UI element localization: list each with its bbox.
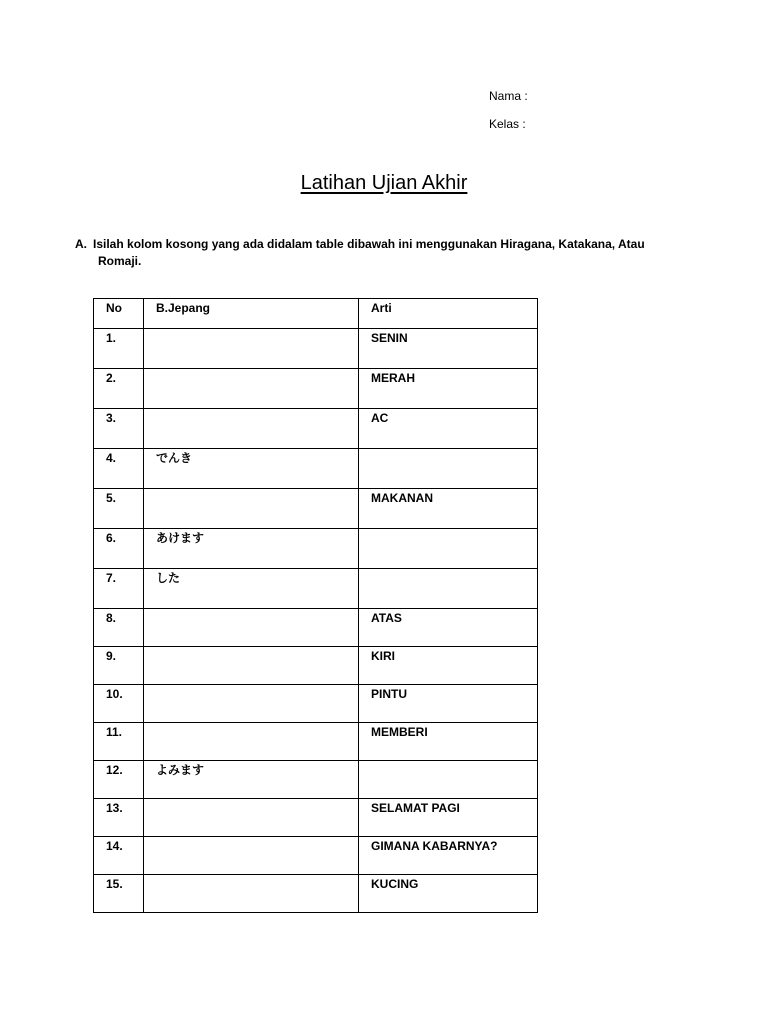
instruction-text [93, 236, 681, 270]
vocabulary-table [93, 298, 538, 913]
page-title: Latihan Ujian Akhir [300, 172, 468, 194]
table-body [94, 329, 538, 913]
kelas-label: Kelas : [489, 117, 526, 131]
jepang-answer-blank[interactable] [144, 329, 359, 369]
column-header-jepang: B.Jepang [144, 299, 359, 329]
jepang-cell: よみます [144, 761, 359, 799]
row-number: 3. [94, 409, 144, 449]
jepang-cell: した [144, 569, 359, 609]
table-row [94, 609, 538, 647]
arti-cell: ATAS [359, 609, 538, 647]
table-row [94, 799, 538, 837]
table-row [94, 529, 538, 569]
table-row [94, 761, 538, 799]
table-row [94, 329, 538, 369]
row-number: 2. [94, 369, 144, 409]
table-row [94, 409, 538, 449]
instruction-line-2: Romaji. [98, 254, 142, 268]
table-row [94, 685, 538, 723]
jepang-answer-blank[interactable] [144, 369, 359, 409]
row-number: 9. [94, 647, 144, 685]
row-number: 6. [94, 529, 144, 569]
arti-answer-blank[interactable] [359, 529, 538, 569]
arti-cell: MEMBERI [359, 723, 538, 761]
table-row [94, 489, 538, 529]
row-number: 12. [94, 761, 144, 799]
instruction-marker: A. [75, 237, 87, 251]
jepang-cell: でんき [144, 449, 359, 489]
table-row [94, 369, 538, 409]
arti-cell: GIMANA KABARNYA? [359, 837, 538, 875]
column-header-no: No [94, 299, 144, 329]
arti-cell: KUCING [359, 875, 538, 913]
arti-answer-blank[interactable] [359, 449, 538, 489]
arti-cell: MERAH [359, 369, 538, 409]
row-number: 10. [94, 685, 144, 723]
arti-answer-blank[interactable] [359, 569, 538, 609]
table-header-row [94, 299, 538, 329]
table-row [94, 449, 538, 489]
row-number: 8. [94, 609, 144, 647]
table-row [94, 723, 538, 761]
row-number: 15. [94, 875, 144, 913]
jepang-answer-blank[interactable] [144, 837, 359, 875]
arti-cell: SENIN [359, 329, 538, 369]
arti-cell: SELAMAT PAGI [359, 799, 538, 837]
jepang-cell: あけます [144, 529, 359, 569]
arti-cell: PINTU [359, 685, 538, 723]
jepang-answer-blank[interactable] [144, 799, 359, 837]
row-number: 11. [94, 723, 144, 761]
table-row [94, 647, 538, 685]
jepang-answer-blank[interactable] [144, 609, 359, 647]
row-number: 7. [94, 569, 144, 609]
row-number: 13. [94, 799, 144, 837]
row-number: 14. [94, 837, 144, 875]
arti-cell: KIRI [359, 647, 538, 685]
arti-cell: MAKANAN [359, 489, 538, 529]
table-row [94, 875, 538, 913]
jepang-answer-blank[interactable] [144, 409, 359, 449]
jepang-answer-blank[interactable] [144, 875, 359, 913]
jepang-answer-blank[interactable] [144, 723, 359, 761]
instruction-line-1: Isilah kolom kosong yang ada didalam table dibawah ini menggunakan Hiragana, Katakana, Atau [93, 237, 645, 251]
jepang-answer-blank[interactable] [144, 489, 359, 529]
nama-label: Nama : [489, 89, 528, 103]
jepang-answer-blank[interactable] [144, 647, 359, 685]
arti-cell: AC [359, 409, 538, 449]
column-header-arti: Arti [359, 299, 538, 329]
jepang-answer-blank[interactable] [144, 685, 359, 723]
row-number: 5. [94, 489, 144, 529]
table-row [94, 837, 538, 875]
table-row [94, 569, 538, 609]
arti-answer-blank[interactable] [359, 761, 538, 799]
row-number: 1. [94, 329, 144, 369]
row-number: 4. [94, 449, 144, 489]
